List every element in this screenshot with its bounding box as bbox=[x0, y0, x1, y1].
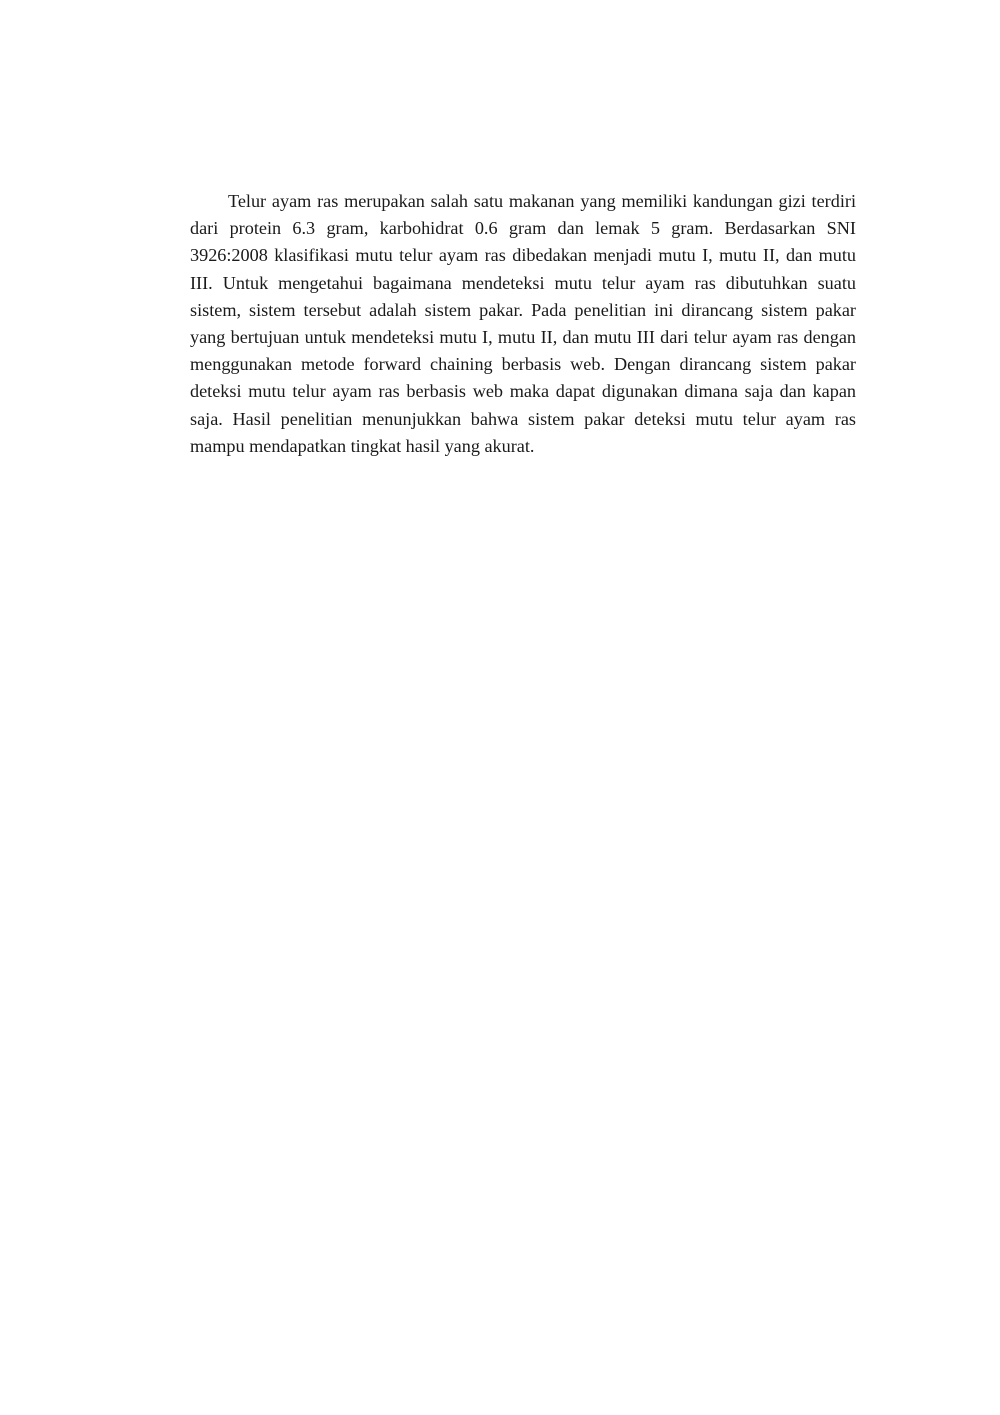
abstract-paragraph: Telur ayam ras merupakan salah satu makanan yang memiliki kandungan gizi terdiri dari protein 6.3 gram, karbohidrat 0.6 gram dan lemak 5 gram. Berdasarkan SNI 3926:2008 klasifikasi mutu telur ayam ras dibedakan menjadi mutu I, mutu II, dan mutu III. Untuk mengetahui bagaimana mendeteksi mutu telur ayam ras dibutuhkan suatu sistem, sistem tersebut adalah sistem pakar. Pada penelitian ini dirancang sistem pakar yang bertujuan untuk mendeteksi mutu I, mutu II, dan mutu III dari telur ayam ras dengan menggunakan metode forward chaining berbasis web. Dengan dirancang sistem pakar deteksi mutu telur ayam ras berbasis web maka dapat digunakan dimana saja dan kapan saja. Hasil penelitian menunjukkan bahwa sistem pakar deteksi mutu telur ayam ras mampu mendapatkan tingkat hasil yang akurat. bbox=[190, 191, 856, 456]
